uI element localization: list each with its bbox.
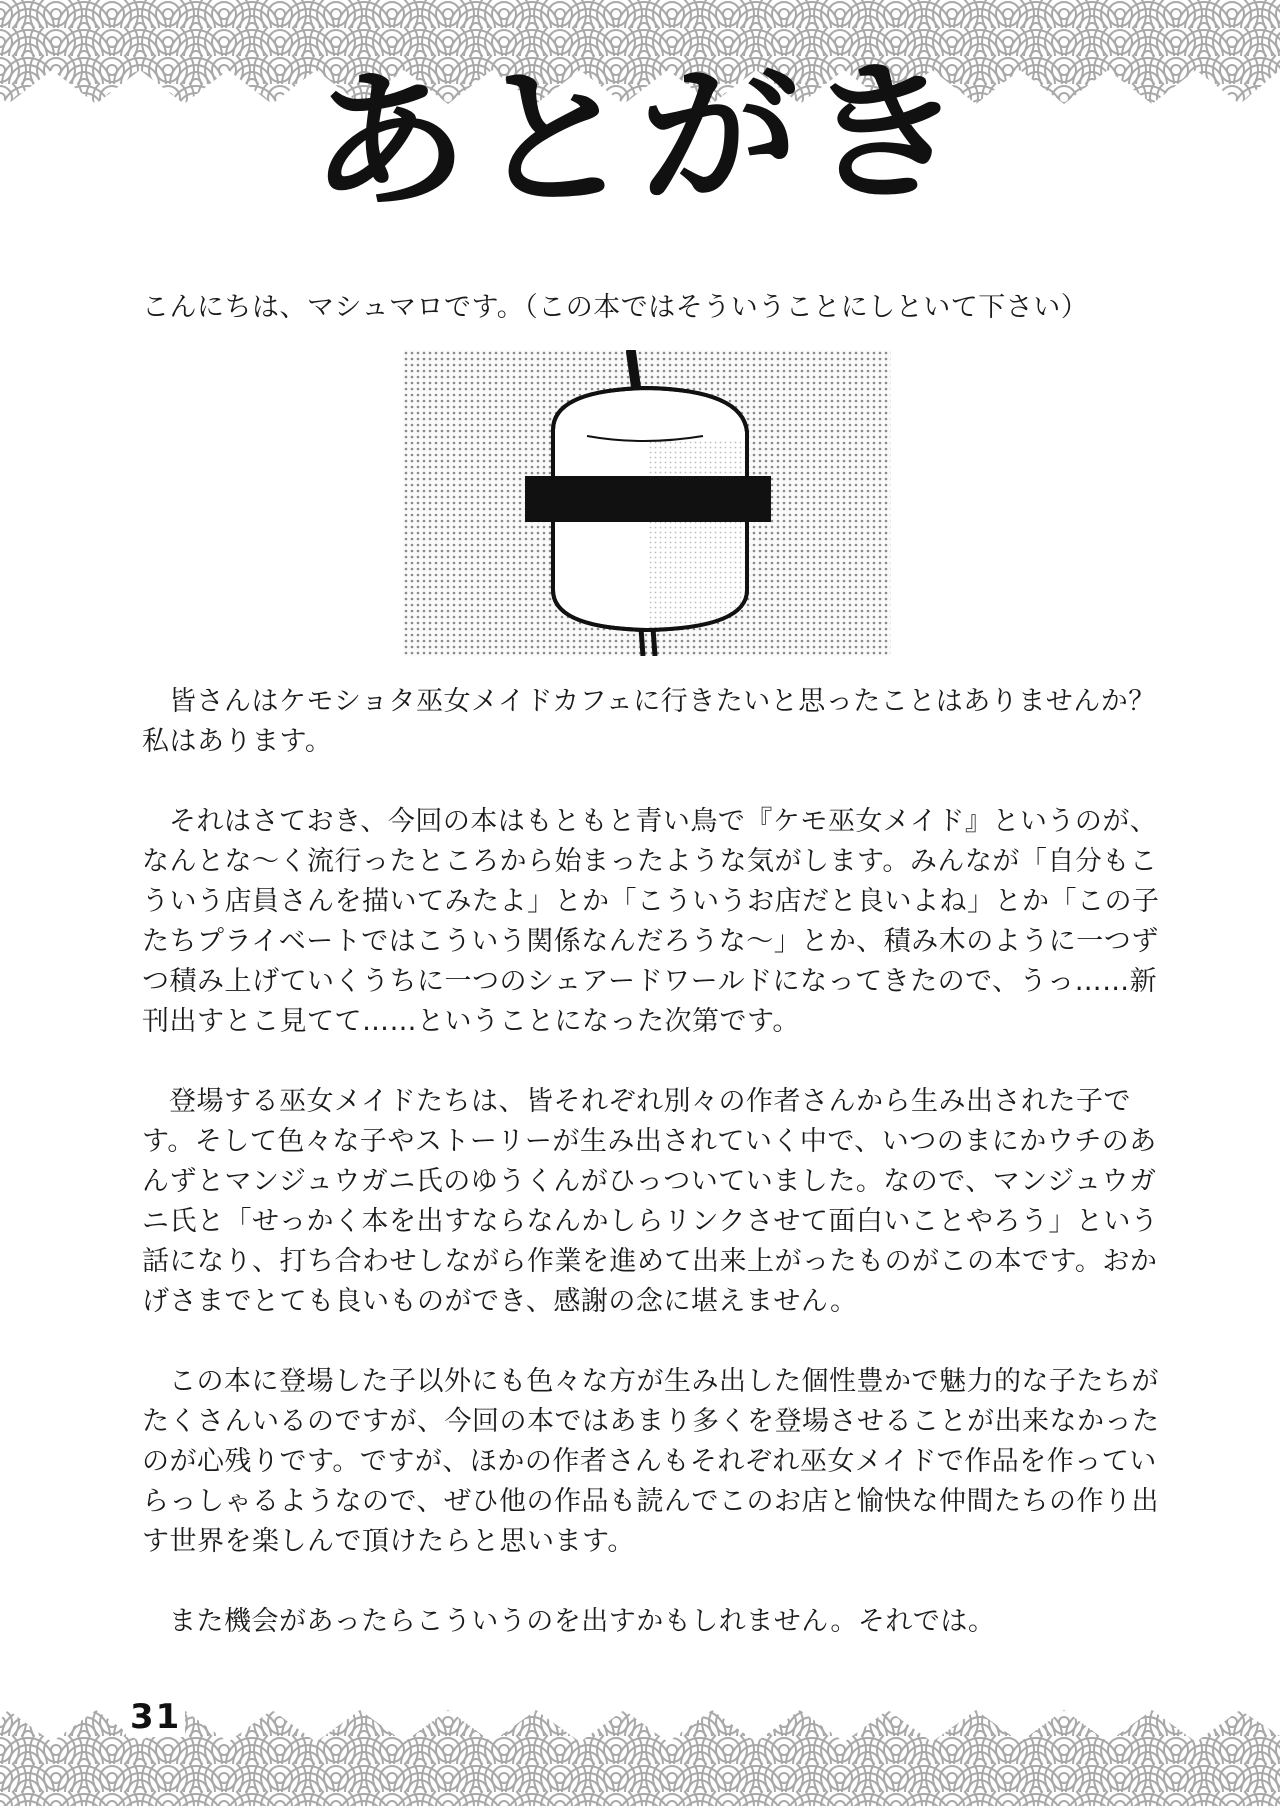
paragraph-5: また機会があったらこういうのを出すかもしれません。それでは。 [169, 1606, 996, 1637]
paragraph-2: それはさておき、今回の本はもともと青い鳥で『ケモ巫女メイド』というのが、なんとな～く流行ったところから始まったような気がします。みんなが「自分もこういう店員さんを描いてみたよ」とか「こういうお店だと良いよね」とか「この子たちプライベートではこういう関係なんだろうな～」とか、積み木のように一つずつ積み上げていくうちに一つのシェアードワールドになってきたので、うっ……新刊出すとこ見てて……ということになった次第です。 [142, 806, 1160, 1037]
page-number: 31 [126, 1697, 185, 1737]
paragraph-1: 皆さんはケモショタ巫女メイドカフェに行きたいと思ったことはありませんか？私はあります。 [142, 686, 1156, 757]
paragraph-4: この本に登場した子以外にも色々な方が生み出した個性豊かで魅力的な子たちがたくさんいるのですが、今回の本ではあまり多くを登場させることが出来なかったのが心残りです。ですが、ほかの作者さんもそれぞれ巫女メイドで作品を作っていらっしゃるようなので、ぜひ他の作品も読んでこのお店と愉快な仲間たちの作り出す世界を楽しんで頂けたらと思います。 [142, 1366, 1160, 1557]
marshmallow-icon [403, 350, 891, 656]
seigaiha-pattern-bottom [0, 1680, 1280, 1806]
paragraph-3: 登場する巫女メイドたちは、皆それぞれ別々の作者さんから生み出された子です。そして色々な子やストーリーが生み出されていく中で、いつのまにかウチのあんずとマンジュウガニ氏のゆうくんがひっついていました。なので、マンジュウガニ氏と「せっかく本を出すならなんかしらリンクさせて面白いことやろう」という話になり、打ち合わせしながら作業を進めて出来上がったものがこの本です。おかげさまでとても良いものができ、感謝の念に堪えません。 [142, 1086, 1159, 1317]
bottom-wave-border [0, 1680, 1280, 1806]
intro-line: こんにちは、マシュマロです。（この本ではそういうことにしといて下さい） [142, 292, 1089, 323]
page-title: あとがき [307, 43, 973, 231]
marshmallow-illustration [403, 350, 891, 656]
afterword-body [142, 682, 1182, 1682]
